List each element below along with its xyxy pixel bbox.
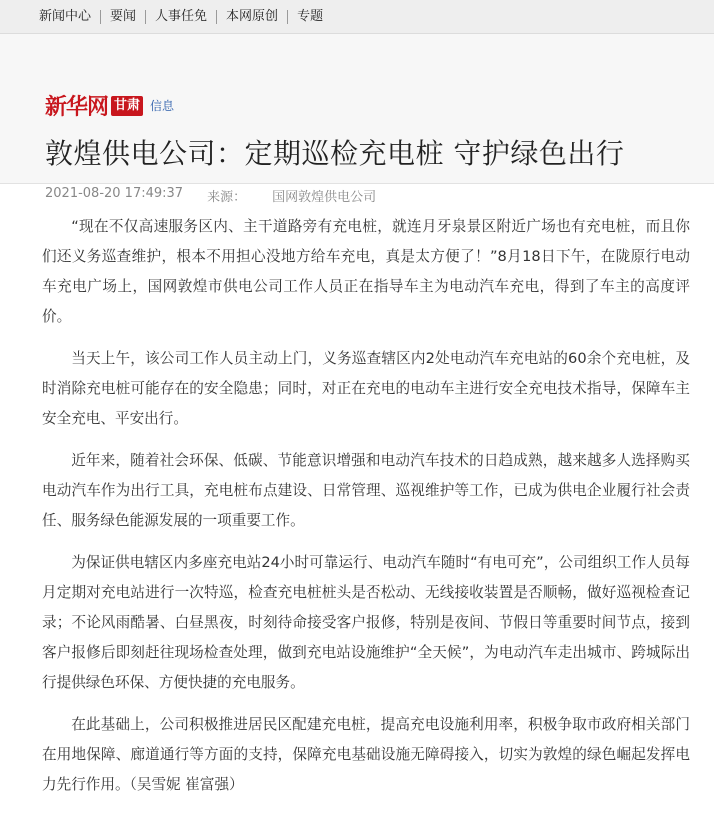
article-meta [45, 186, 376, 205]
article-body [42, 212, 690, 812]
channel-label[interactable]: 信息 [150, 99, 175, 113]
nav-item-headlines[interactable]: 要闻 [110, 8, 137, 24]
nav-item-original[interactable]: 本网原创 [226, 8, 279, 24]
article-paragraph: 在此基础上，公司积极推进居民区配建充电桩，提高充电设施利用率，积极争取市政府相关部门在用地保障、廊道通行等方面的支持，保障充电基础设施无障碍接入，切实为敦煌的绿色崛起发挥电力先行作用。（吴雪妮 崔富强） [42, 716, 690, 793]
source-name: 国网敦煌供电公司 [272, 190, 377, 205]
logo-name: 新华网 [45, 94, 109, 120]
top-nav [0, 0, 714, 34]
nav-item-topics[interactable]: 专题 [297, 8, 324, 24]
article-paragraph: 当天上午，该公司工作人员主动上门，义务巡查辖区内2处电动汽车充电站的60余个充电桩，及时消除充电桩可能存在的安全隐患；同时，对正在充电的电动车主进行安全充电技术指导，保障车主安全充电、平安出行。 [42, 350, 690, 427]
nav-item-personnel[interactable]: 人事任免 [155, 8, 208, 24]
nav-item-news-center[interactable]: 新闻中心 [39, 8, 92, 24]
source-label: 来源： [207, 190, 247, 205]
article-paragraph: 为保证供电辖区内多座充电站24小时可靠运行、电动汽车随时“有电可充”，公司组织工作人员每月定期对充电站进行一次特巡，检查充电桩桩头是否松动、无线接收装置是否顺畅，做好巡视检查记录；不论风雨酷暑、白昼黑夜，时刻待命接受客户报修，特别是夜间、节假日等重要时间节点，接到客户报修后即刻赶往现场检查处理，做到充电站设施维护“全天候”，为电动汽车走出城市、跨城际出行提供绿色环保、方便快捷的充电服务。 [42, 554, 690, 691]
article-paragraph: “现在不仅高速服务区内、主干道路旁有充电桩，就连月牙泉景区附近广场也有充电桩，而且你们还义务巡查维护，根本不用担心没地方给车充电，真是太方便了！”8月18日下午，在陇原行电动车充电广场上，国网敦煌市供电公司工作人员正在指导车主为电动汽车充电，得到了车主的高度评价。 [42, 218, 690, 325]
logo-region-badge: 甘肃 [111, 96, 143, 116]
article-paragraph: 近年来，随着社会环保、低碳、节能意识增强和电动汽车技术的日趋成熟，越来越多人选择购买电动汽车作为出行工具，充电桩布点建设、日常管理、巡视维护等工作，已成为供电企业履行社会责任、服务绿色能源发展的一项重要工作。 [42, 452, 690, 529]
article-header [0, 34, 714, 205]
page-title: 敦煌供电公司：定期巡检充电桩 守护绿色出行 [45, 137, 625, 170]
site-logo[interactable] [45, 90, 174, 121]
publish-datetime: 2021-08-20 17:49:37 [45, 186, 184, 201]
